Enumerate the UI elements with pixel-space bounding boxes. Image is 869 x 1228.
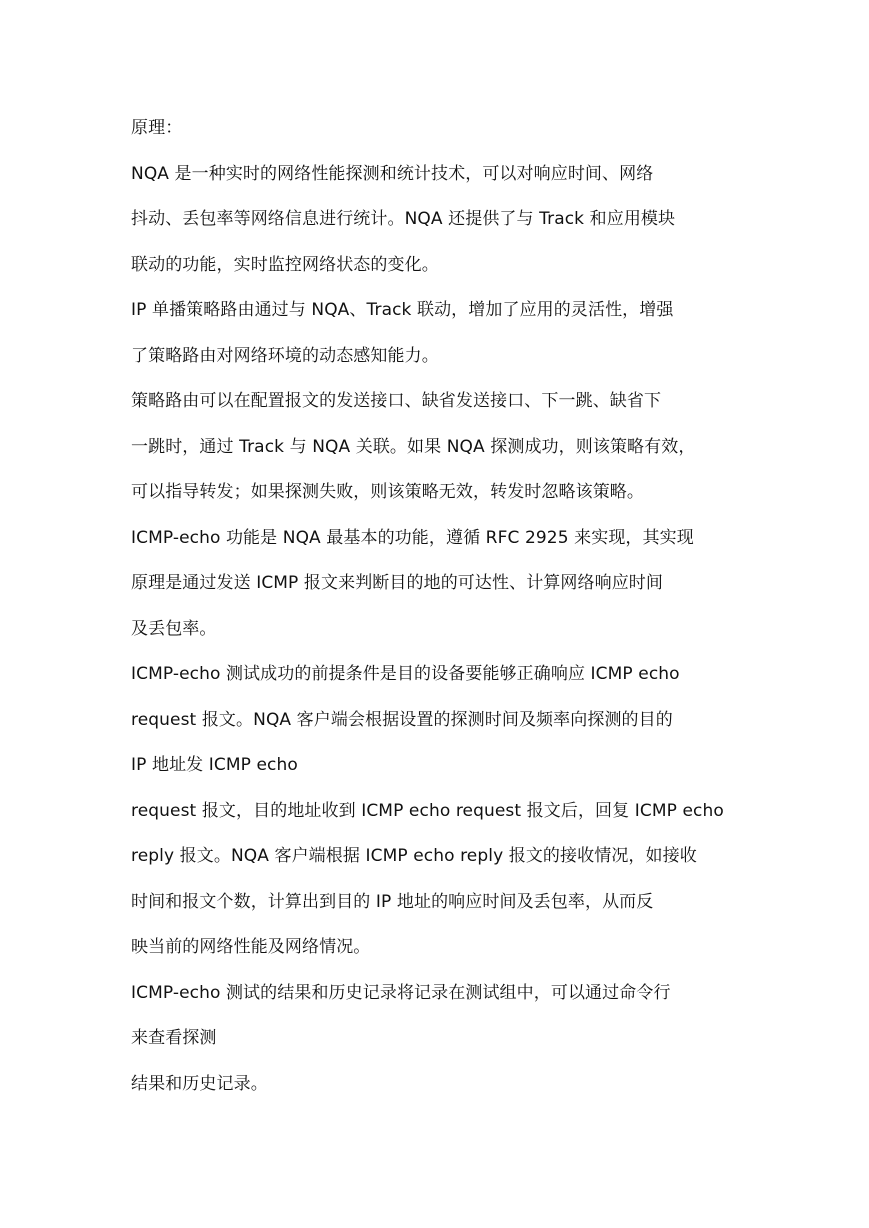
text-line-7: 策略路由可以在配置报文的发送接口、缺省发送接口、下一跳、缺省下: [131, 391, 662, 411]
text-line-18: 时间和报文个数，计算出到目的 IP 地址的响应时间及丢包率，从而反: [131, 892, 654, 912]
text-line-20: ICMP-echo 测试的结果和历史记录将记录在测试组中，可以通过命令行: [131, 983, 671, 1003]
text-line-17: reply 报文。NQA 客户端根据 ICMP echo reply 报文的接收情况，如接收: [131, 846, 697, 866]
text-line-14: request 报文。NQA 客户端会根据设置的探测时间及频率向探测的目的: [131, 710, 673, 730]
text-line-1: 原理：: [131, 118, 183, 138]
text-line-21: 来查看探测: [131, 1028, 217, 1048]
text-line-22: 结果和历史记录。: [131, 1074, 268, 1094]
text-line-4: 联动的功能，实时监控网络状态的变化。: [131, 255, 439, 275]
text-line-2: NQA 是一种实时的网络性能探测和统计技术，可以对响应时间、网络: [131, 164, 654, 184]
text-line-8: 一跳时，通过 Track 与 NQA 关联。如果 NQA 探测成功，则该策略有效，: [131, 437, 696, 457]
text-line-15: IP 地址发 ICMP echo: [131, 755, 298, 775]
text-line-10: ICMP-echo 功能是 NQA 最基本的功能，遵循 RFC 2925 来实现，其实现: [131, 528, 694, 548]
text-line-13: ICMP-echo 测试成功的前提条件是目的设备要能够正确响应 ICMP echo: [131, 664, 680, 684]
text-line-9: 可以指导转发；如果探测失败，则该策略无效，转发时忽略该策略。: [131, 482, 644, 502]
text-line-12: 及丢包率。: [131, 619, 217, 639]
text-line-19: 映当前的网络性能及网络情况。: [131, 937, 371, 957]
text-line-5: IP 单播策略路由通过与 NQA、Track 联动，增加了应用的灵活性，增强: [131, 300, 674, 320]
text-line-3: 抖动、丢包率等网络信息进行统计。NQA 还提供了与 Track 和应用模块: [131, 209, 676, 229]
text-line-6: 了策略路由对网络环境的动态感知能力。: [131, 346, 439, 366]
text-line-11: 原理是通过发送 ICMP 报文来判断目的地的可达性、计算网络响应时间: [131, 573, 664, 593]
text-line-16: request 报文，目的地址收到 ICMP echo request 报文后，回复 ICMP echo: [131, 801, 724, 821]
